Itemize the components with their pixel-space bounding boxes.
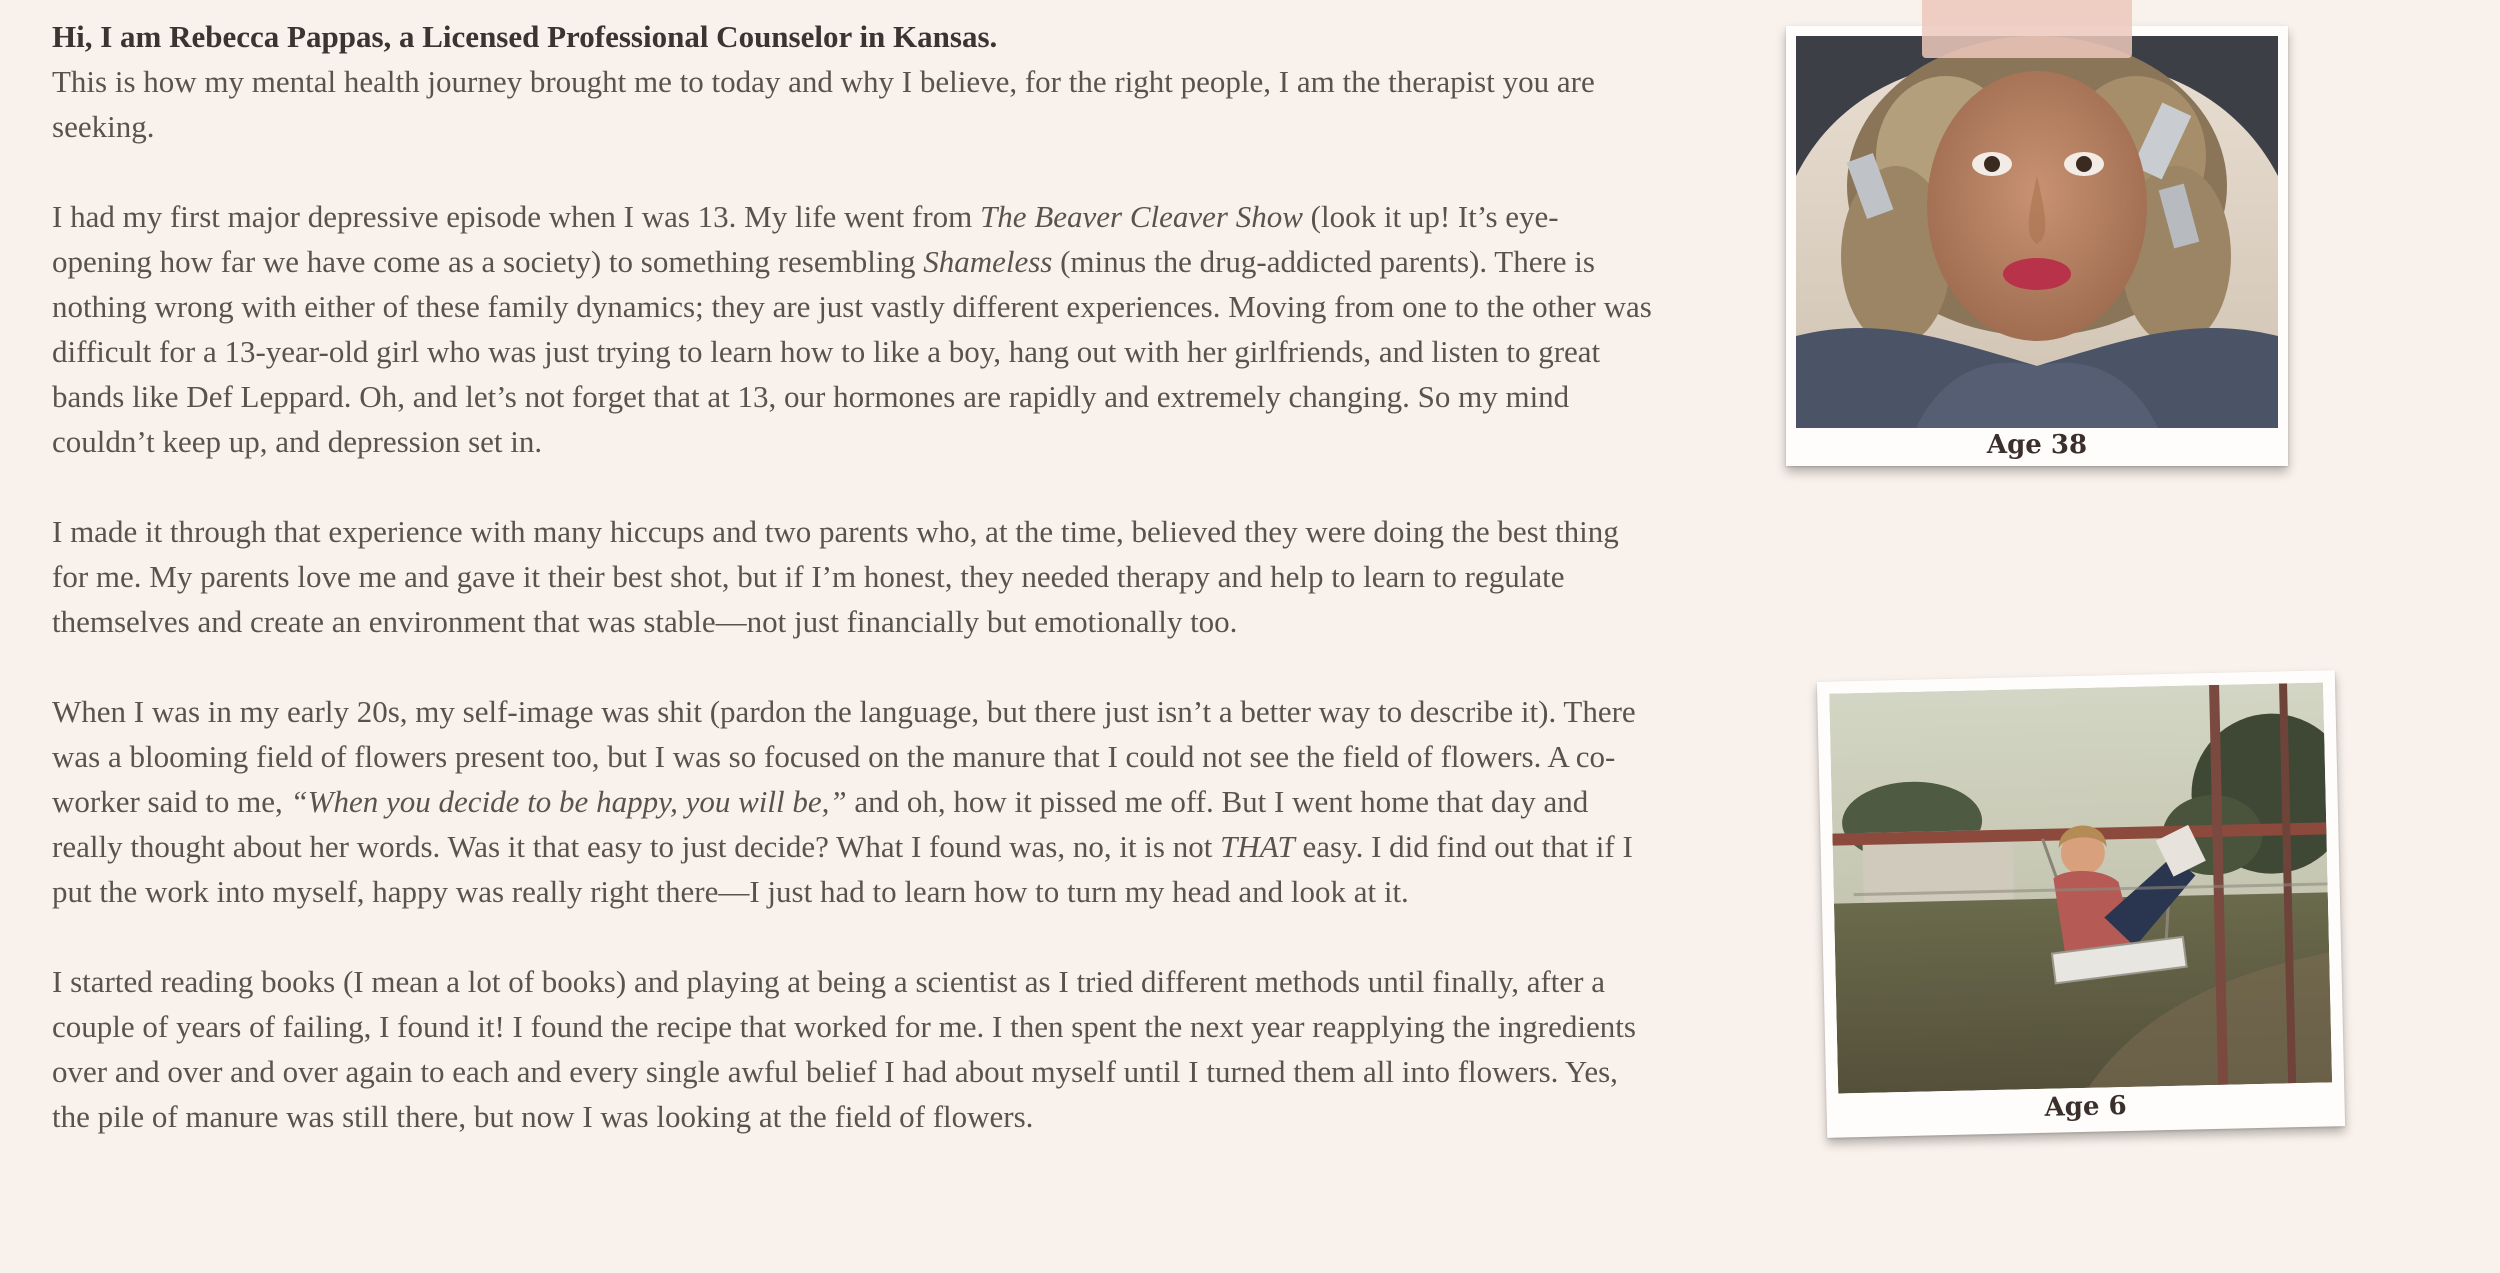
intro-subline: This is how my mental health journey brought me to today and why I believe, for the right people, I am the therapist you are seeking. — [52, 64, 1595, 144]
photo-age-6-caption: Age 6 — [2044, 1091, 2127, 1123]
swing-illustration — [1829, 682, 2332, 1093]
paragraph-text: When I was in my early 20s, my self-image was shit (pardon the language, but there just isn’t a better way to describe it). There was a blooming field of flowers present too, but I was so focused on the manure that I could not see the field of flowers. A co-worker said to me, — [52, 694, 1636, 819]
paragraph-text: (minus the drug-addicted parents). There is nothing wrong with either of these family dynamics; they are just vastly different experiences. Moving from one to the other was difficult for a 13-year-old girl who was just trying to learn how to like a boy, hang out with her girlfriends, and listen to great bands like Def Leppard. Oh, and let’s not forget that at 13, our hormones are rapidly and extremely changing. So my mind couldn’t keep up, and depression set in. — [52, 244, 1652, 459]
paragraph-text: and oh, how it pissed me off. But I went home that day and really thought about her words. Was it that easy to just decide? What I found was, no, it is not — [52, 784, 1589, 864]
paragraph-recipe: I started reading books (I mean a lot of books) and playing at being a scientist as I tried different methods until finally, after a couple of years of failing, I found it! I found the recipe that worked for me. I then spent the next year reapplying the ingredients over and over and over again to each and every single awful belief I had about myself until I turned them all into flowers. Yes, the pile of manure was still there, but now I was looking at the field of flowers. — [52, 964, 1636, 1134]
paragraph-parents: I made it through that experience with many hiccups and two parents who, at the time, believed they were doing the best thing for me. My parents love me and gave it their best shot, but if I’m honest, they needed therapy and help to learn to regulate themselves and create an environment that was stable—not just financially but emotionally too. — [52, 514, 1619, 639]
intro-paragraph — [52, 14, 1652, 149]
story-content — [52, 14, 1652, 1184]
photo-age-38-caption: Age 38 — [1986, 430, 2088, 460]
coworker-quote: “When you decide to be happy, you will be,” — [290, 784, 847, 819]
paragraph-text: I had my first major depressive episode when I was 13. My life went from — [52, 199, 981, 234]
photo-age-6 — [1817, 670, 2345, 1138]
photo-age-38 — [1786, 26, 2288, 466]
photo-age-6-image — [1829, 682, 2332, 1093]
paragraph-depression — [52, 194, 1652, 464]
paragraph-text: (look it up! It’s eye-opening how far we have come as a society) to something resembling — [52, 199, 1559, 279]
portrait-illustration — [1796, 36, 2278, 428]
paragraph-text: easy. I did find out that if I put the work into myself, happy was really right there—I just had to learn how to turn my head and look at it. — [52, 829, 1633, 909]
show-title-shameless: Shameless — [923, 244, 1053, 279]
show-title-beaver-cleaver: The Beaver Cleaver Show — [980, 199, 1303, 234]
intro-headline: Hi, I am Rebecca Pappas, a Licensed Professional Counselor in Kansas. — [52, 19, 998, 54]
photo-age-38-image — [1796, 36, 2278, 428]
tape-decoration — [1922, 0, 2132, 58]
emphasis-that: THAT — [1220, 829, 1295, 864]
paragraph-early-20s — [52, 689, 1652, 914]
